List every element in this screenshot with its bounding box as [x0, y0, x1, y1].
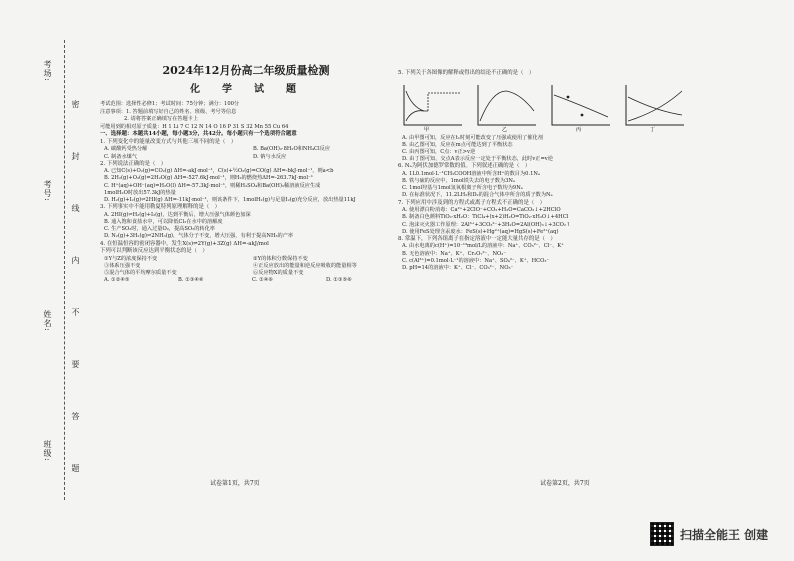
section-heading: 一、选择题：本题共14小题，每小题3分，共42分。每小题只有一个选项符合题意 [100, 131, 297, 138]
q4-option-b: B. ①③④⑥ [178, 277, 204, 284]
q8-option-d: D. pH=14的溶液中：K⁺、Cl⁻、CO₃²⁻、NO₃⁻ [402, 265, 514, 272]
binding-margin [34, 40, 94, 500]
q8-option-c: C. c(Al³⁺)=0.1mol·L⁻¹的溶液中：Na⁺、SO₄²⁻、K⁺、HCO₃⁻ [402, 257, 550, 264]
q4-option-d: D. ①③⑤⑥ [326, 277, 352, 284]
q5-option-d: D. 由丁图可知，交点A表示反应一定处于平衡状态，此时v正=v逆 [402, 156, 553, 163]
q3-option-c: C. 生产SO₃时，通入过量O₂，提高SO₂的转化率 [104, 226, 215, 233]
question-4-prompt: 下列可以判断该反应达到平衡状态的是（ ） [100, 248, 208, 255]
scanner-watermark [650, 522, 768, 546]
exam-title: 2024年12月份高二年级质量检测 [162, 64, 330, 77]
graph-jia-label: 甲 [424, 126, 430, 133]
graph-ding-label: 丁 [650, 126, 656, 133]
label-name: 姓名: [43, 310, 52, 332]
page-footer-1: 试卷第1页，共7页 [210, 480, 260, 487]
q6-option-d: D. 在标准状况下，11.2LH₂和D₂的混合气体中所含的质子数为Nₐ [402, 192, 553, 199]
right-column [398, 52, 776, 272]
q3-option-d: D. N₂(g)+3H₂(g)⇌2NH₃(g)，气体分子不变，增大压强，有利于提高NH₃的产率 [104, 233, 294, 240]
graph-jia [398, 81, 466, 133]
q4-item-2: ②Y的体积分数保持不变 [253, 255, 308, 262]
subject-title: 化 学 试 题 [190, 84, 302, 95]
q7-option-c: C. 泡沫灭火器工作原理：2Al³⁺+3CO₃²⁻+3H₂O=2Al(OH)₃↓+3CO₂↑ [402, 221, 571, 228]
q1-options [100, 146, 392, 160]
q8-option-b: B. 无色溶液中：Na⁺、K⁺、Cr₂O₇²⁻、NO₃⁻ [402, 250, 507, 257]
q4-item-5: ⑤混合气体的平均摩尔质量不变 [104, 270, 177, 277]
atomic-masses: 可能用到的相对原子质量：H 1 Li 7 C 12 N 14 O 16 P 31 S 32 Mn 55 Cu 64 [100, 123, 289, 130]
question-6: 6. Nₐ为阿伏加德罗常数的值。下列叙述正确的是（ ） [398, 163, 531, 170]
q5-option-c: C. 由丙图可知，C点：v正>v逆 [402, 148, 476, 155]
q2-option-b: B. 2H₂(g)+O₂(g)=2H₂O(g) ΔH=-527.6kJ·mol⁻¹，则H₂的燃烧热ΔH=-263.7kJ·mol⁻¹ [104, 175, 313, 182]
question-1: 1. 下列变化中的能量改变方式与其他三项不同的是（ ） [100, 138, 237, 145]
q3-option-b: B. 通入饱和食盐水中，可以降低Cl₂在水中的溶解度 [104, 219, 223, 225]
q2-option-a: A. 已知C(s)+O₂(g)=CO₂(g) ΔH=-akJ·mol⁻¹，C(s)+½O₂(g)=CO(g) ΔH=-bkJ·mol⁻¹，则a<b [104, 168, 334, 175]
q3-option-a: A. 2HI(g)⇌H₂(g)+I₂(g)，达到平衡后，增大压强气体颜色加深 [104, 211, 251, 218]
seal-text: 密 封 线 内 不 要 答 题 [71, 100, 80, 490]
question-3: 3. 下列事实中不能用勒夏特列原理解释的是（ ） [100, 204, 221, 211]
question-5: 5. 下列关于各图像的解释或得出的结论不正确的是（ ） [398, 70, 535, 76]
exam-info: 考试范围：选择性必修1；考试时间：75分钟；满分：100分 [100, 101, 240, 107]
q1-option-c: C. 制备水煤气 [104, 153, 138, 160]
q7-option-a: A. 使用漂白粉消毒：Ca²⁺+2ClO⁻+CO₂+H₂O=CaCO₃↓+2HClO [402, 207, 561, 214]
q4-option-a: A. ①②④⑤ [104, 277, 130, 284]
q2-option-d: D. H₂(g)+I₂(g)⇌2HI(g) ΔH=-11kJ·mol⁻¹，则该条件下，1molH₂(g)与足量I₂(g)充分反应，放出热量11kJ [104, 197, 356, 204]
q6-option-a: A. 1L0.1mol·L⁻¹CH₃COOH溶液中所含H⁺的数目为0.1Nₐ [402, 170, 540, 177]
notice-1: 注意事项：1. 答题前填写好自己的姓名、班级、考号等信息 [100, 108, 237, 115]
seal-line [64, 40, 65, 500]
graph-yi-label: 乙 [502, 126, 508, 133]
q5-option-a: A. 由甲图可知，反应在t₁时刻可能改变了压强或使用了催化剂 [402, 134, 543, 141]
notice-2: 2. 请将答案正确填写在答题卡上 [124, 116, 199, 123]
q4-options [100, 277, 392, 284]
question-4: 4. 在恒温恒容的密闭容器中，发生X(s)⇌2Y(g)+3Z(g) ΔH=-akJ/mol [100, 240, 269, 247]
q2-option-c-cont: 1molH₂O时放出57.3kJ的热量 [104, 189, 176, 196]
q6-option-c: C. 1mol羟基与1mol氢氧根离子所含电子数均为9Nₐ [402, 185, 523, 192]
graph-bing-label: 丙 [576, 126, 582, 133]
label-exam-number: 考号: [43, 180, 52, 202]
q1-option-d: D. 钠与水反应 [253, 153, 287, 160]
graph-bing [546, 81, 614, 133]
label-class: 班级: [43, 440, 52, 462]
page-footer-2: 试卷第2页，共7页 [540, 480, 590, 487]
q4-item-4: ④正反应放出的能量和逆反应吸收的能量相等 [253, 262, 357, 269]
q4-items [100, 256, 392, 278]
q2-option-c: C. H⁺(aq)+OH⁻(aq)=H₂O(l) ΔH=-57.3kJ·mol⁻¹，则稀H₂SO₄和Ba(OH)₂稀溶液反应生成 [104, 182, 321, 189]
q1-option-a: A. 碳酸钙受热分解 [104, 146, 148, 153]
q6-option-b: B. 铁与硫的反应中，1mol铁失去的电子数为3Nₐ [402, 178, 515, 185]
q1-option-b: B. Ba(OH)₂·8H₂O和NH₄Cl反应 [253, 146, 331, 153]
graph-ding [620, 81, 688, 133]
question-8: 8. 常温下，下列各组离子在指定溶液中一定能大量共存的是（ ） [398, 235, 556, 242]
q8-option-a: A. 由水电离的c(H⁺)=10⁻¹³mol/L的溶液中：Na⁺、CO₃²⁻、Cl⁻、K⁺ [402, 243, 564, 250]
q7-option-b: B. 制备白色颜料TiO₂·xH₂O：TiCl₄+(x+2)H₂O=TiO₂·xH₂O↓+4HCl [402, 214, 569, 221]
left-column [100, 52, 392, 284]
q7-option-d: D. 使用FeS处理含汞废水：FeS(s)+Hg²⁺(aq)=HgS(s)+Fe²⁺(aq) [402, 228, 559, 235]
q5-option-b: B. 由乙图可知，反应在m点可能达到了平衡状态 [402, 141, 513, 148]
qr-code-icon [650, 522, 674, 546]
q5-graphs [398, 81, 776, 133]
q4-item-3: ③体系压强不变 [104, 262, 141, 269]
label-exam-room: 考场: [43, 60, 52, 82]
q4-option-c: C. ①④⑥ [252, 277, 274, 284]
graph-yi [472, 81, 540, 133]
q4-item-1: ①Y与Z的浓度保持不变 [104, 255, 158, 262]
question-2: 2. 下列说法正确的是（ ） [100, 160, 167, 167]
question-7: 7. 下列应用中涉及到的方程式或离子方程式不正确的是（ ） [398, 199, 546, 206]
scanner-brand-text: 扫描全能王 创建 [680, 527, 769, 542]
q4-item-6: ⑥反应物X的质量不变 [253, 270, 304, 277]
